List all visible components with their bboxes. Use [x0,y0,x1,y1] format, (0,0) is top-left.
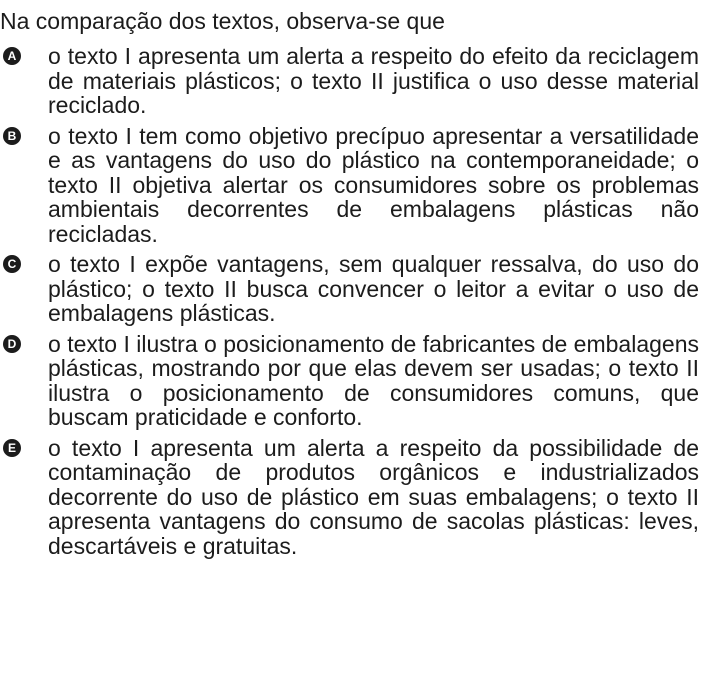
option-text: o texto I tem como objetivo precípuo apresentar a versatilidade e as vantagens do uso do plástico na contemporaneidade; o texto II objetiva alertar os consumidores sobre os problemas ambientais decorrentes de embalagens plásticas não recicladas. [48,122,699,247]
answer-options-list [0,44,699,558]
option-text: o texto I apresenta um alerta a respeito do efeito da reciclagem de materiais plásticos; o texto II justifica o uso desse material reciclado. [48,43,699,118]
answer-option-d[interactable] [0,332,699,430]
option-text: o texto I ilustra o posicionamento de fabricantes de embalagens plásticas, mostrando por que elas devem ser usadas; o texto II ilustra o posicionamento de consumidores comuns, que buscam praticidade e conforto. [48,330,699,430]
answer-option-e[interactable] [0,436,699,559]
option-letter-badge: B [3,127,21,145]
answer-option-a[interactable] [0,44,699,118]
answer-option-b[interactable] [0,124,699,247]
option-text: o texto I expõe vantagens, sem qualquer ressalva, do uso do plástico; o texto II busca convencer o leitor a evitar o uso de embalagens plásticas. [48,251,699,326]
option-letter-badge: C [3,255,21,273]
option-letter-badge: E [3,439,21,457]
answer-option-c[interactable] [0,252,699,326]
option-letter-badge: D [3,335,21,353]
option-letter-badge: A [3,47,21,65]
question-stem: Na comparação dos textos, observa-se que [0,8,445,34]
option-text: o texto I apresenta um alerta a respeito da possibilidade de contaminação de produtos orgânicos e industrializados decorrente do uso de plástico em suas embalagens; o texto II apresenta vantagens do consumo de sacolas plásticas: leves, descartáveis e gratuitas. [48,434,699,559]
